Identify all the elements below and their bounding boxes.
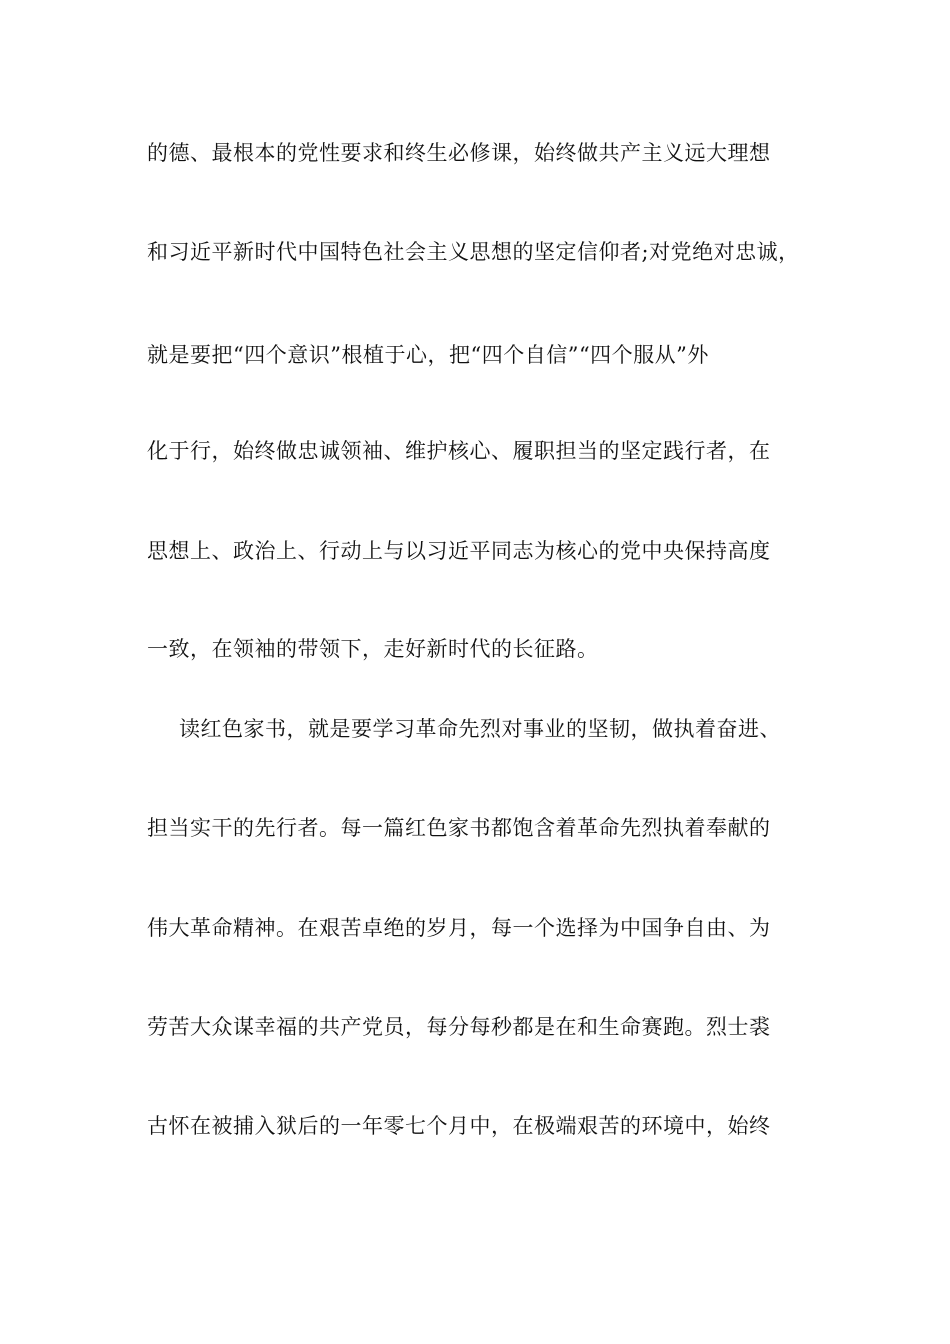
text-line: 思想上、政治上、行动上与以习近平同志为核心的党中央保持高度	[147, 539, 771, 563]
paragraph-first-line: 读红色家书，就是要学习革命先烈对事业的坚韧，做执着奋进、	[179, 717, 781, 741]
text-line: 一致，在领袖的带领下，走好新时代的长征路。	[147, 637, 599, 661]
text-line: 化于行，始终做忠诚领袖、维护核心、履职担当的坚定践行者，在	[147, 439, 771, 463]
text-line: 和习近平新时代中国特色社会主义思想的坚定信仰者;对党绝对忠诚，	[147, 240, 800, 264]
text-line: 伟大革命精神。在艰苦卓绝的岁月，每一个选择为中国争自由、为	[147, 916, 771, 940]
text-line: 劳苦大众谋幸福的共产党员，每分每秒都是在和生命赛跑。烈士裘	[147, 1015, 771, 1039]
text-line: 古怀在被捕入狱后的一年零七个月中，在极端艰苦的环境中，始终	[147, 1114, 771, 1138]
text-line: 的德、最根本的党性要求和终生必修课，始终做共产主义远大理想	[147, 141, 771, 165]
text-line: 就是要把“四个意识”根植于心，把“四个自信”“四个服从”外	[147, 343, 709, 367]
text-line: 担当实干的先行者。每一篇红色家书都饱含着革命先烈执着奉献的	[147, 816, 771, 840]
